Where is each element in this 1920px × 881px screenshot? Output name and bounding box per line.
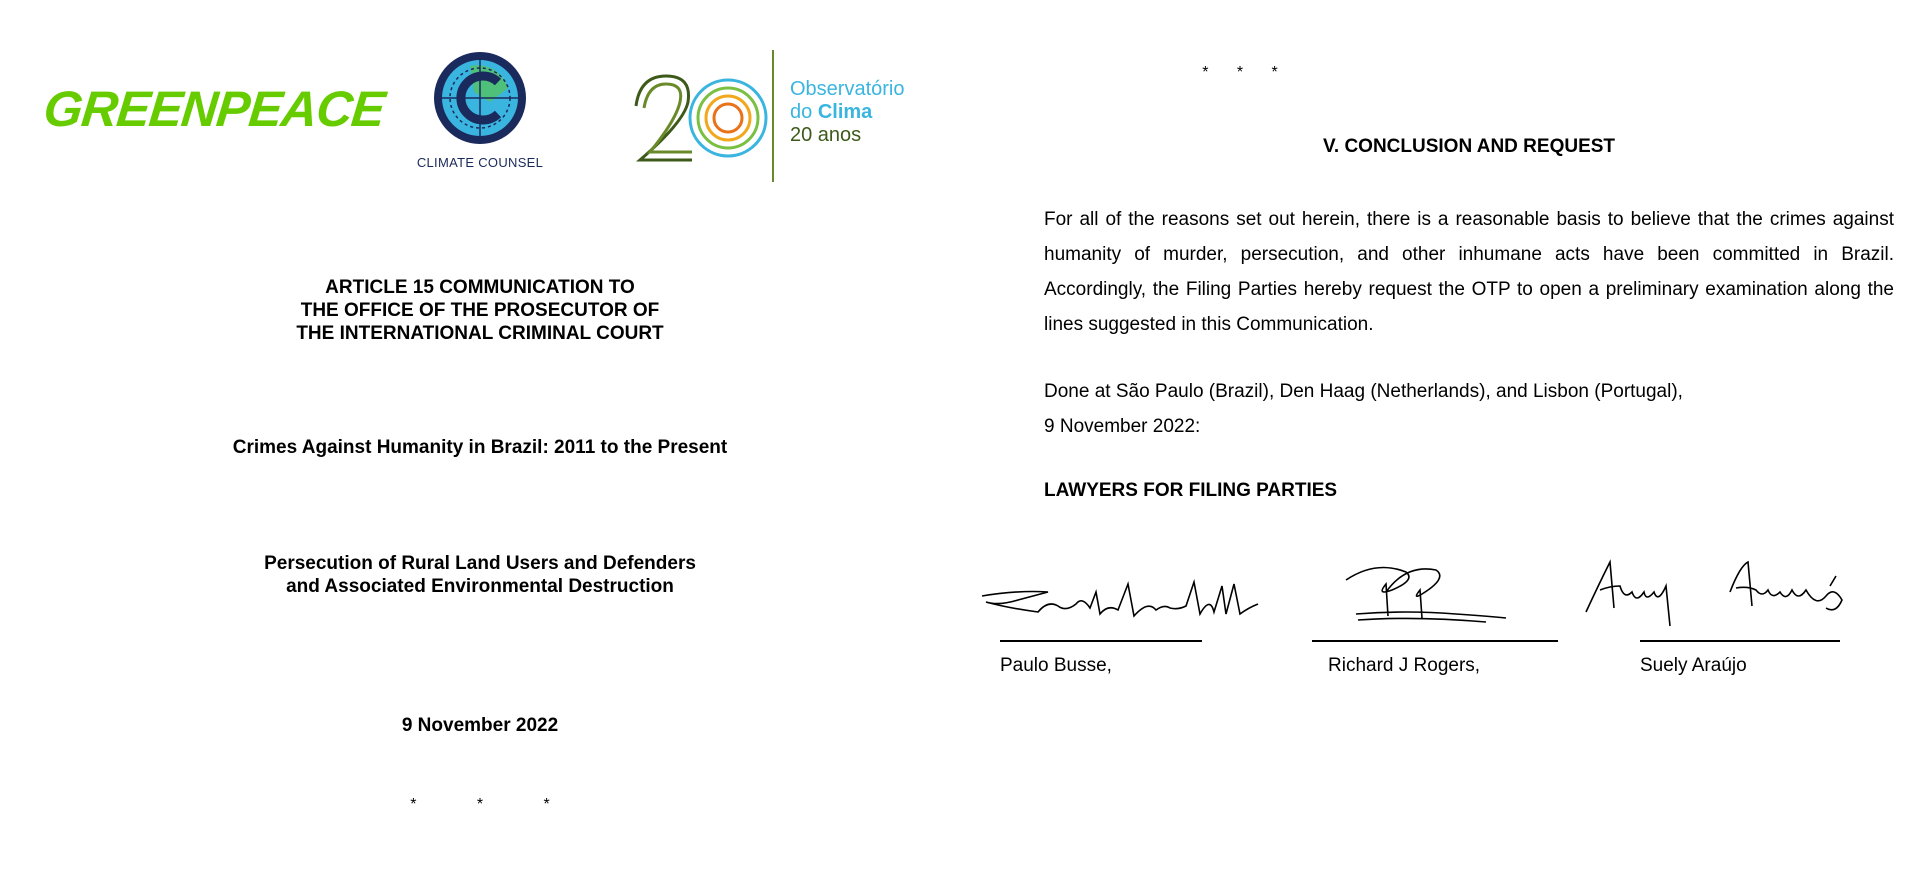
signatory-name: Richard J Rogers, [1328,655,1481,676]
done-at-block [1044,374,1894,444]
communication-title [120,276,840,345]
title-line: ARTICLE 15 COMMUNICATION TO [325,277,635,298]
section-separator: * * * [410,796,550,813]
communication-date: 9 November 2022 [401,715,559,736]
done-at-line: Done at São Paulo (Brazil), Den Haag (Netherlands), and Lisbon (Portugal), [1044,381,1683,402]
observatorio-line2-bold: Clima [817,101,873,123]
title-line: THE INTERNATIONAL CRIMINAL COURT [296,323,664,344]
communication-subtitle: Crimes Against Humanity in Brazil: 2011 to the Present [232,437,728,458]
observatorio-do-clima-logo [630,48,930,188]
subtitle2-line: Persecution of Rural Land Users and Defenders [264,553,696,574]
climate-counsel-emblem-icon [430,48,530,148]
communication-subtitle-2 [120,552,840,598]
signature-line [1000,640,1202,642]
observatorio-line1: Observatório [790,78,905,100]
climate-counsel-logo [410,48,550,188]
signature-line [1640,640,1840,642]
signatory-name: Paulo Busse, [1000,655,1112,676]
conclusion-heading: V. CONCLUSION AND REQUEST [1322,136,1616,157]
signature-suely-araujo [1580,556,1870,632]
greenpeace-logo [41,80,388,150]
observatorio-line2-prefix: do [790,101,813,123]
signature-richard-rogers [1336,556,1516,632]
signature-paulo-busse [978,556,1282,632]
greenpeace-wordmark: GREENPEACE [41,81,388,137]
signature-line [1312,640,1558,642]
lawyers-heading: LAWYERS FOR FILING PARTIES [1044,480,1338,501]
climate-counsel-label: CLIMATE COUNSEL [416,155,544,170]
observatorio-divider [772,50,774,182]
done-date-line: 9 November 2022: [1044,416,1201,437]
observatorio-line3: 20 anos [790,124,862,146]
subtitle2-line: and Associated Environmental Destruction [286,576,674,597]
observatorio-line2 [790,101,905,124]
observatorio-20-mark-icon [630,48,770,184]
section-separator-right: * * * [1202,64,1278,81]
observatorio-wordmark [790,78,905,147]
title-line: THE OFFICE OF THE PROSECUTOR OF [300,300,660,321]
conclusion-paragraph: For all of the reasons set out herein, there is a reasonable basis to believe that the crimes against humanity of murder, persecution, and other inhumane acts have been committed in Brazil. Accordingly, the Filing Parties hereby request the OTP to open a preliminary examination along the lines suggested in this Communication. [1044,209,1894,335]
signatory-name: Suely Araújo [1640,655,1747,676]
